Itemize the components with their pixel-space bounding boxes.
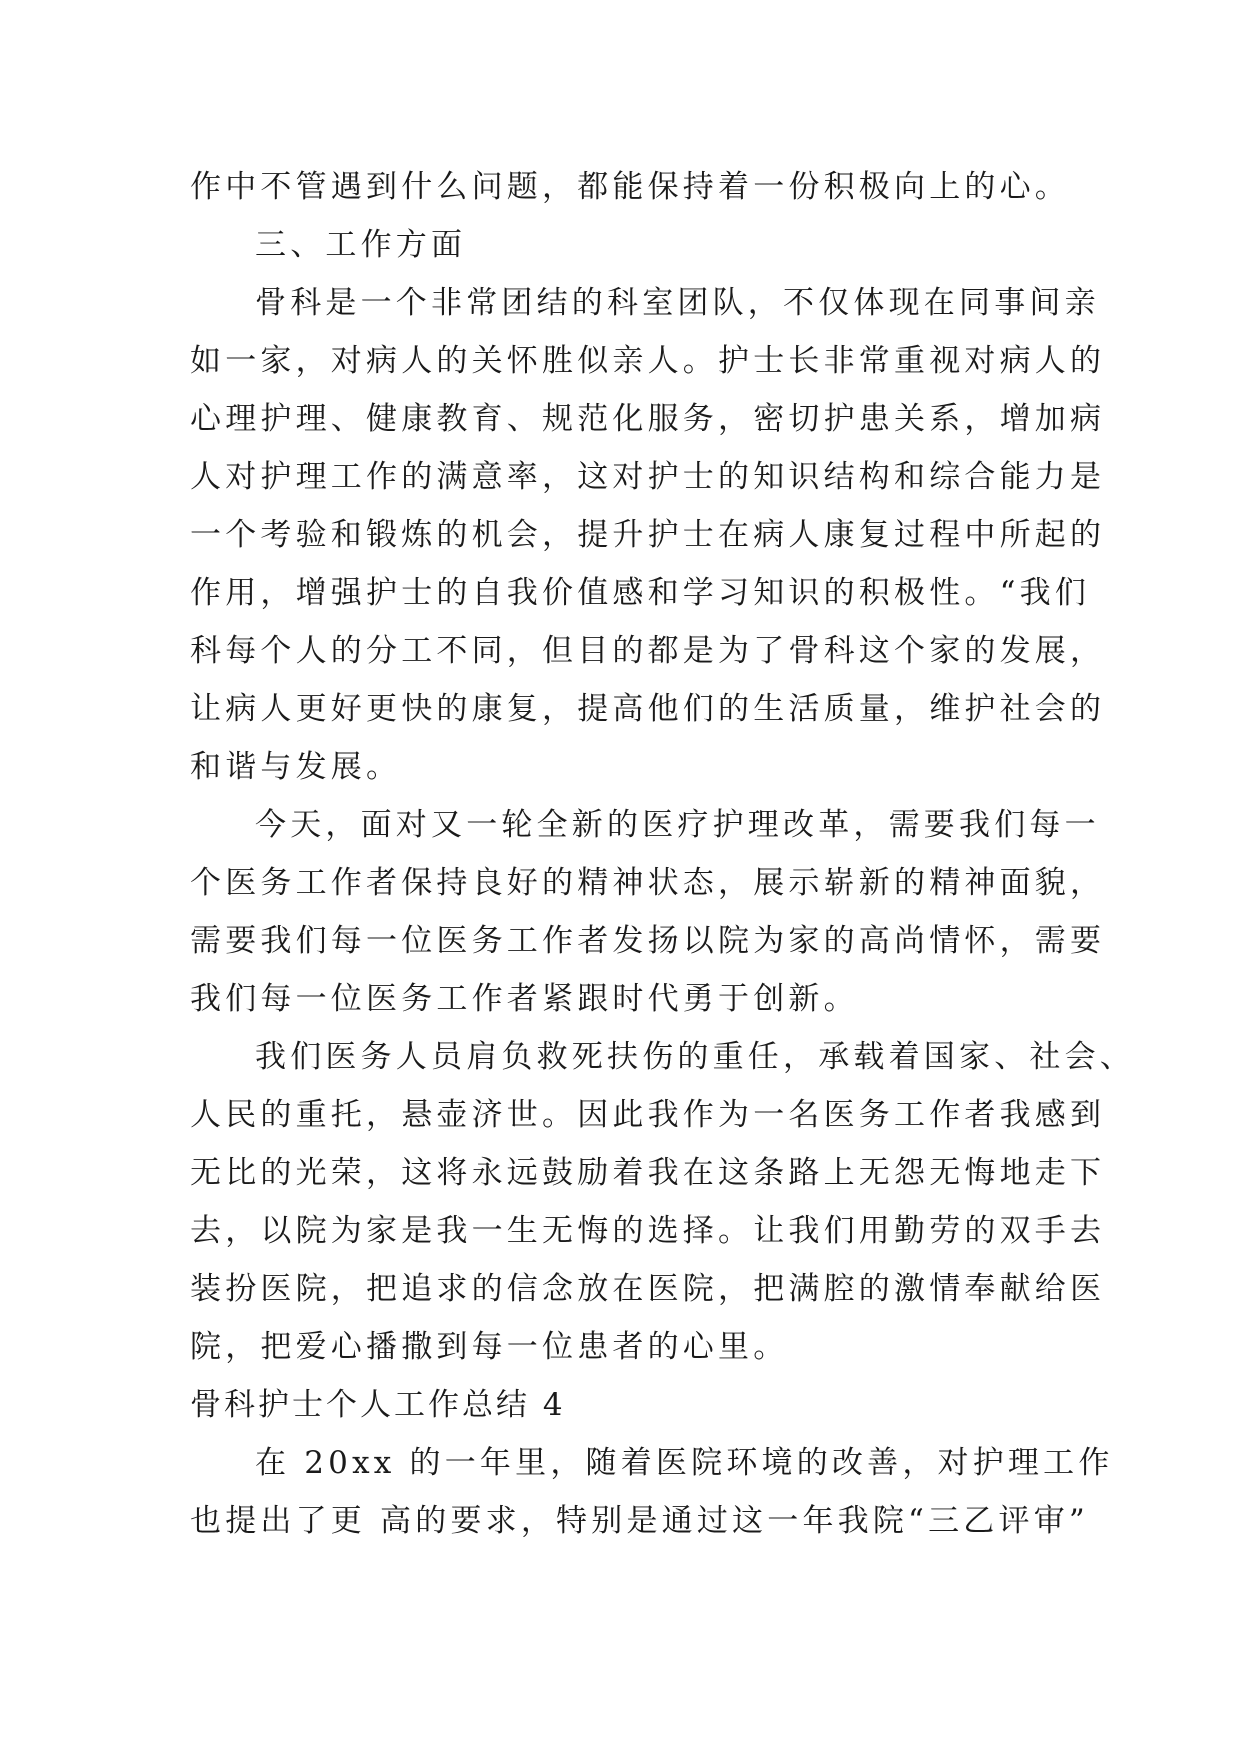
text-line: 作用，增强护士的自我价值感和学习知识的积极性。“我们 xyxy=(190,575,1091,611)
text-line: 我们医务人员肩负救死扶伤的重任，承载着国家、社会、 xyxy=(255,1039,1135,1075)
text-line: 一个考验和锻炼的机会，提升护士在病人康复过程中所起的 xyxy=(190,517,1106,553)
text-line: 去，以院为家是我一生无悔的选择。让我们用勤劳的双手去 xyxy=(190,1213,1106,1249)
text-line: 装扮医院，把追求的信念放在医院，把满腔的激情奉献给医 xyxy=(190,1271,1106,1307)
text-line: 作中不管遇到什么问题，都能保持着一份积极向上的心。 xyxy=(190,169,1070,205)
text-line: 个医务工作者保持良好的精神状态，展示崭新的精神面貌， xyxy=(190,865,1106,901)
text-line: 在 20xx 的一年里，随着医院环境的改善，对护理工作 xyxy=(255,1445,1114,1481)
text-line: 心理护理、健康教育、规范化服务，密切护患关系，增加病 xyxy=(190,401,1106,437)
text-line: 需要我们每一位医务工作者发扬以院为家的高尚情怀，需要 xyxy=(190,923,1106,959)
text-line: 骨科是一个非常团结的科室团队，不仅体现在同事间亲 xyxy=(255,285,1100,321)
text-line: 科每个人的分工不同，但目的都是为了骨科这个家的发展， xyxy=(190,633,1106,669)
text-line: 让病人更好更快的康复，提高他们的生活质量，维护社会的 xyxy=(190,691,1106,727)
section-heading: 三、工作方面 xyxy=(255,227,467,263)
text-line: 和谐与发展。 xyxy=(190,749,402,785)
text-line: 人民的重托，悬壶济世。因此我作为一名医务工作者我感到 xyxy=(190,1097,1106,1133)
text-line: 人对护理工作的满意率，这对护士的知识结构和综合能力是 xyxy=(190,459,1106,495)
text-line: 也提出了更 高的要求，特别是通过这一年我院“三乙评审” xyxy=(190,1503,1089,1539)
text-line: 如一家，对病人的关怀胜似亲人。护士长非常重视对病人的 xyxy=(190,343,1106,379)
text-line: 我们每一位医务工作者紧跟时代勇于创新。 xyxy=(190,981,859,1017)
section-title: 骨科护士个人工作总结 4 xyxy=(190,1387,566,1423)
text-line: 今天，面对又一轮全新的医疗护理改革，需要我们每一 xyxy=(255,807,1100,843)
text-line: 院，把爱心播撒到每一位患者的心里。 xyxy=(190,1329,789,1365)
document-body xyxy=(190,158,1135,1550)
text-line: 无比的光荣，这将永远鼓励着我在这条路上无怨无悔地走下 xyxy=(190,1155,1106,1191)
